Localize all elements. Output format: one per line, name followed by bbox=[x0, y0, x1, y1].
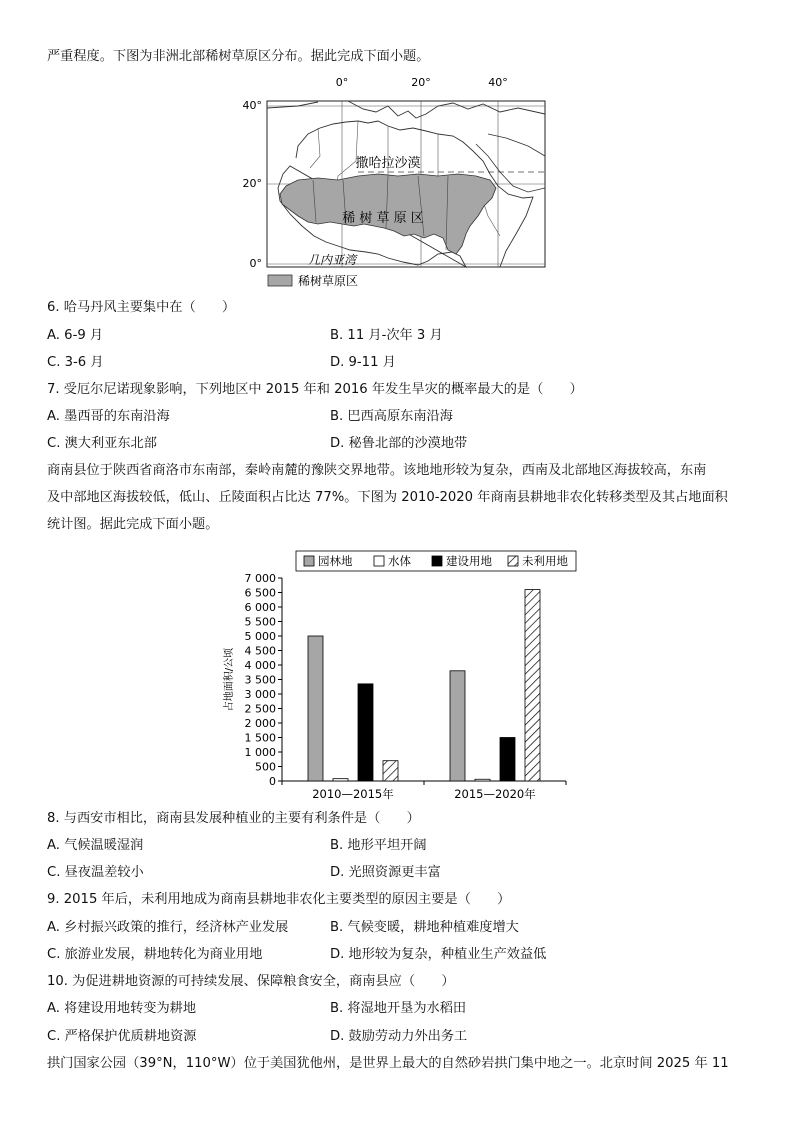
gulf-label: 几内亚湾 bbox=[308, 253, 357, 267]
q6-option-d[interactable]: D. 9-11 月 bbox=[330, 355, 396, 370]
y-tick-label: 4 000 bbox=[244, 659, 276, 672]
legend-swatch bbox=[268, 275, 292, 286]
bar-未利用地 bbox=[525, 590, 540, 781]
y-tick-label: 500 bbox=[255, 760, 276, 774]
y-tick-label: 6 500 bbox=[244, 586, 276, 600]
q10-option-d[interactable]: D. 鼓励劳动力外出务工 bbox=[330, 1029, 468, 1044]
y-tick-label: 1 500 bbox=[244, 731, 276, 745]
y-tick-label: 5 500 bbox=[244, 615, 276, 629]
bar-水体 bbox=[475, 779, 490, 781]
y-tick-label: 4 500 bbox=[244, 644, 276, 658]
africa-savanna-map bbox=[238, 76, 550, 292]
q9-stem: 9. 2015 年后，未利用地成为商南县耕地非农化主要类型的原因主要是（ ） bbox=[47, 892, 511, 907]
q10-option-a[interactable]: A. 将建设用地转变为耕地 bbox=[47, 1001, 197, 1016]
legend-swatch bbox=[508, 556, 518, 566]
map-svg bbox=[238, 76, 550, 292]
y-tick-label: 2 000 bbox=[244, 717, 276, 730]
y-tick-label: 5 000 bbox=[244, 630, 276, 643]
q10-stem: 10. 为促进耕地资源的可持续发展、保障粮食安全，商南县应（ ） bbox=[47, 974, 455, 989]
q10-option-b[interactable]: B. 将湿地开垦为水稻田 bbox=[330, 1001, 467, 1016]
q7-option-b[interactable]: B. 巴西高原东南沿海 bbox=[330, 409, 453, 424]
y-tick-label: 7 000 bbox=[244, 572, 276, 585]
y-tick-label: 3 500 bbox=[244, 673, 276, 687]
q8-option-c[interactable]: C. 昼夜温差较小 bbox=[47, 865, 144, 880]
bar-未利用地 bbox=[383, 761, 398, 781]
q8-option-d[interactable]: D. 光照资源更丰富 bbox=[330, 865, 441, 880]
legend-label: 稀树草原区 bbox=[298, 274, 359, 288]
lon-label: 0° bbox=[335, 76, 349, 89]
q7-option-c[interactable]: C. 澳大利亚东北部 bbox=[47, 436, 157, 451]
lon-label: 40° bbox=[488, 76, 508, 89]
chart-legend bbox=[296, 551, 576, 571]
bar-建设用地 bbox=[358, 684, 373, 781]
chart-svg bbox=[218, 548, 578, 804]
x-tick-label: 2010—2015年 bbox=[312, 787, 394, 801]
y-tick-label: 3 000 bbox=[244, 688, 276, 701]
legend-label: 未利用地 bbox=[522, 554, 568, 568]
q6-option-c[interactable]: C. 3-6 月 bbox=[47, 355, 104, 370]
chart-x-labels bbox=[312, 787, 536, 801]
bar-建设用地 bbox=[500, 738, 515, 782]
passage-line: 拱门国家公园（39°N，110°W）位于美国犹他州，是世界上最大的自然砂岩拱门集中地之一。北京时间 2025 年 11 bbox=[47, 1056, 729, 1071]
y-tick-label: 2 500 bbox=[244, 702, 276, 716]
q6-stem: 6. 哈马丹风主要集中在（ ） bbox=[47, 300, 236, 315]
q8-option-b[interactable]: B. 地形平坦开阔 bbox=[330, 838, 427, 853]
legend-label: 园林地 bbox=[318, 554, 353, 568]
y-tick-label: 1 000 bbox=[244, 746, 276, 759]
lat-label: 20° bbox=[242, 177, 262, 190]
q9-option-b[interactable]: B. 气候变暖，耕地种植难度增大 bbox=[330, 920, 519, 935]
land-use-bar-chart bbox=[218, 548, 578, 804]
q8-stem: 8. 与西安市相比，商南县发展种植业的主要有利条件是（ ） bbox=[47, 811, 420, 826]
chart-bars bbox=[308, 590, 540, 781]
legend-swatch bbox=[432, 556, 442, 566]
y-tick-label: 0 bbox=[269, 775, 276, 788]
q9-option-c[interactable]: C. 旅游业发展，耕地转化为商业用地 bbox=[47, 947, 263, 962]
legend-swatch bbox=[374, 556, 384, 566]
legend-label: 建设用地 bbox=[446, 554, 492, 568]
chart-axes bbox=[245, 572, 567, 788]
passage-line: 统计图。据此完成下面小题。 bbox=[47, 517, 219, 532]
q7-option-a[interactable]: A. 墨西哥的东南沿海 bbox=[47, 409, 170, 424]
passage-line: 商南县位于陕西省商洛市东南部，秦岭南麓的豫陕交界地带。该地地形较为复杂，西南及北部地区海拔较高，东南 bbox=[47, 463, 707, 478]
legend-label: 水体 bbox=[388, 554, 411, 568]
q9-option-d[interactable]: D. 地形较为复杂，种植业生产效益低 bbox=[330, 947, 547, 962]
q8-option-a[interactable]: A. 气候温暖湿润 bbox=[47, 838, 144, 853]
bar-园林地 bbox=[450, 671, 465, 781]
savanna-label: 稀 树 草 原 区 bbox=[342, 211, 424, 226]
bar-园林地 bbox=[308, 636, 323, 781]
intro-text: 严重程度。下图为非洲北部稀树草原区分布。据此完成下面小题。 bbox=[47, 49, 430, 64]
q9-option-a[interactable]: A. 乡村振兴政策的推行，经济林产业发展 bbox=[47, 920, 289, 935]
lat-label: 40° bbox=[242, 99, 262, 112]
q6-option-b[interactable]: B. 11 月-次年 3 月 bbox=[330, 328, 443, 343]
lat-label: 0° bbox=[249, 257, 262, 270]
q6-option-a[interactable]: A. 6-9 月 bbox=[47, 328, 104, 343]
lon-label: 20° bbox=[411, 76, 431, 89]
legend-swatch bbox=[304, 556, 314, 566]
sahara-label: 撒哈拉沙漠 bbox=[355, 156, 421, 171]
q7-stem: 7. 受厄尔尼诺现象影响，下列地区中 2015 年和 2016 年发生旱灾的概率最大的是（ ） bbox=[47, 382, 583, 397]
y-tick-label: 6 000 bbox=[244, 601, 276, 614]
q7-option-d[interactable]: D. 秘鲁北部的沙漠地带 bbox=[330, 436, 468, 451]
passage-line: 及中部地区海拔较低，低山、丘陵面积占比达 77%。下图为 2010-2020 年商南县耕地非农化转移类型及其占地面积 bbox=[47, 490, 728, 505]
y-axis-label: 占地面积/公顷 bbox=[224, 647, 235, 712]
bar-水体 bbox=[333, 779, 348, 781]
q10-option-c[interactable]: C. 严格保护优质耕地资源 bbox=[47, 1029, 197, 1044]
x-tick-label: 2015—2020年 bbox=[454, 787, 536, 801]
